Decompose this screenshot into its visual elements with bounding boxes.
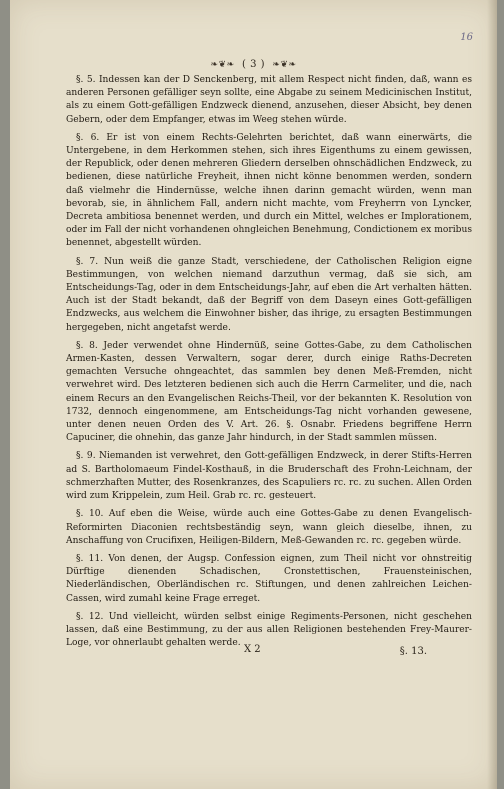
paragraph-11: §. 11. Von denen, der Augsp. Confession eignen, zum Theil nicht vor ohnstreitig Dürftige dienenden Schadischen, Cronstettischen, Frauensteinischen, Niederländischen, Oberländischen rc. Stiftungen, und denen zahlreichen Leichen-Cassen, wird zumahl keine Frage erreget. <box>66 553 472 604</box>
body-text <box>66 74 472 655</box>
page-number: ( 3 ) <box>241 59 266 70</box>
paragraph-9: §. 9. Niemanden ist verwehret, den Gott-gefälligen Endzweck, in derer Stifts-Herren ad S. Bartholomaeum Findel-Kosthauß, in die Bruderschaft des Frohn-Leichnam, der schmerzhaften Mutter, des Rosenkranzes, des Scapuliers rc. rc. zu suchen. Allen Orden wird zum Krippelein, zum Heil. Grab rc. rc. gesteuert. <box>66 451 472 502</box>
page-header <box>10 59 497 70</box>
paragraph-5: §. 5. Indessen kan der D Senckenberg, mit allem Respect nicht finden, daß, wann es anderen Personen gefälliger seyn sollte, eine Abgabe zu seinem Medicinischen Institut, als zu einem Gott-gefälligen Endzweck dienend, anzusehen, dieser Absicht, bey denen Gebern, oder dem Empfanger, etwas im Weeg stehen würde. <box>66 75 472 125</box>
paragraph-12: §. 12. Und vielleicht, würden selbst einige Regiments-Personen, nicht geschehen lassen, daß eine Bestimmung, zu der aus allen Religionen bestehenden Frey-Maurer-Loge, vor ohnerlaubt gehalten werde. <box>66 611 472 649</box>
folio-number: 16 <box>460 32 473 43</box>
document-page <box>10 0 497 789</box>
header-ornament-left: ❧❦❧ <box>210 60 235 70</box>
paragraph-7: §. 7. Nun weiß die ganze Stadt, verschiedene, der Catholischen Religion eigne Bestimmungen, von welchen niemand darzuthun vermag, daß sie sich, am Entscheidungs-Tag, oder in dem Entscheidungs-Jahr, auf eben die Art verhalten hätten. Auch ist der Stadt bekandt, daß der Begriff von dem Daseyn eines Gott-gefälligen Endzwecks, aus welchem die Einwohner bisher, das ihrige, zu ersagten Bestimmungen hergegeben, nicht angetafst werde. <box>66 256 472 333</box>
header-ornament-right: ❧❦❧ <box>272 60 297 70</box>
catchword: §. 13. <box>399 646 427 657</box>
paragraph-6: §. 6. Er ist von einem Rechts-Gelehrten berichtet, daß wann einerwärts, die Untergebene, in dem Herkommen stehen, sich ihres Eigenthums zu einem gewissen, der Republick, oder denen mehreren Gliedern derselben ohnschädlichen Endzweck, zu bedienen, diese natürliche Freyheit, ihnen nicht könne benommen werden, sondern daß vielmehr die Hindernüsse, welche ihnen darinn gemacht würden, wenn man bevorab, sie, in ähnlichem Fall, andern nicht machte, vom Freyherrn von Lyncker, Decreta ambitiosa benennet werden, und durch ein Mittel, welches er Implorationem, oder im Fall der nicht vorhandenen ohngleichen Benehmung, Condictionem ex moribus benennet, abgestellt würden. <box>66 132 472 249</box>
signature-mark: X 2 <box>244 644 261 655</box>
paragraph-10: §. 10. Auf eben die Weise, würde auch eine Gottes-Gabe zu denen Evangelisch-Reformirten Diaconien rechtsbeständig seyn, wann gleich dieselbe, ihnen, zu Anschaffung von Crucifixen, Heiligen-Bildern, Meß-Gewanden rc. rc. gegeben würde. <box>66 509 472 546</box>
paragraph-8: §. 8. Jeder verwendet ohne Hindernüß, seine Gottes-Gabe, zu dem Catholischen Armen-Kasten, dessen Verwaltern, sogar derer, durch einige Raths-Decreten gemachten Versuche ohngeachtet, das sammlen bey denen Meß-Fremden, nicht verwehret wird. Des letzteren bedienen sich auch die Herrn Carmeliter, und die, nach einem Recurs an den Evangelischen Reichs-Theil, vor der bekannten K. Resolution von 1732, dennoch eingenommene, am Entscheidungs-Tag nicht vorhanden gewesene, unter denen neuen Orden des V. Art. 26. §. Osnabr. Friedens begriffene Herrn Capuciner, die ohnehin, das ganze Jahr hindurch, in der Stadt sammlen müssen. <box>66 340 472 444</box>
